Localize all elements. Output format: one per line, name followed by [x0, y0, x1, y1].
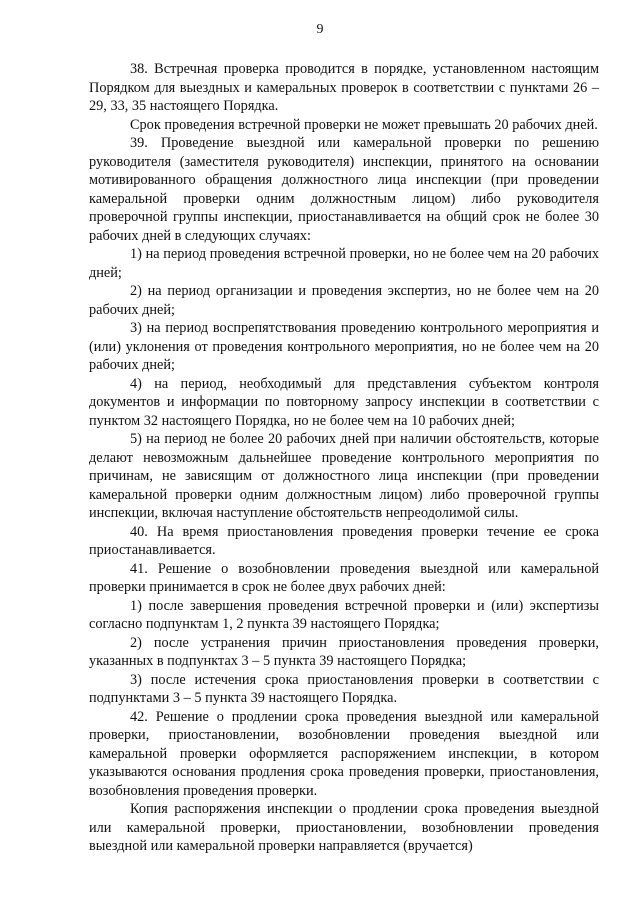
paragraph-39-item-3: 3) на период воспрепятствования проведению контрольного мероприятия и (или) уклонения от проведения контрольного мероприятия, но не более чем на 20 рабочих дней;	[89, 320, 599, 373]
paragraph-41-item-2: 2) после устранения причин приостановления проведения проверки, указанных в подпунктах 3 – 5 пункта 39 настоящего Порядка;	[89, 634, 599, 669]
page-number: 9	[316, 22, 324, 37]
paragraph-39-item-4: 4) на период, необходимый для представления субъектом контроля документов и информации по повторному запросу инспекции в соответствии с пунктом 32 настоящего Порядка, но не более чем на 10 рабочих дней;	[89, 375, 599, 429]
paragraph-38: 38. Встречная проверка проводится в порядке, установленном настоящим Порядком для выездных и камеральных проверок в соответствии с пунктами 26 – 29, 33, 35 настоящего Порядка.	[89, 61, 599, 114]
paragraph-39-item-5: 5) на период не более 20 рабочих дней при наличии обстоятельств, которые делают невозможным дальнейшее проведение контрольного мероприятия по причинам, не зависящим от должностного лица инспекции (при проведении камеральной проверки одним должностным лицом) либо проверочной группы инспекции, включая наступление обстоятельств непреодолимой силы.	[89, 431, 599, 521]
paragraph-39-item-2: 2) на период организации и проведения экспертиз, но не более чем на 20 рабочих дней;	[89, 283, 599, 318]
paragraph-42-copy: Копия распоряжения инспекции о продлении срока проведения выездной или камеральной проверки, приостановлении, возобновлении проведения выездной или камеральной проверки направляется (вручается)	[89, 801, 599, 854]
paragraph-39-item-1: 1) на период проведения встречной проверки, но не более чем на 20 рабочих дней;	[89, 246, 599, 281]
paragraph-40: 40. На время приостановления проведения проверки течение ее срока приостанавливается.	[89, 523, 599, 558]
paragraph-39: 39. Проведение выездной или камеральной проверки по решению руководителя (заместителя руководителя) инспекции, принятого на основании мотивированного обращения должностного лица инспекции (при проведении камеральной проверки одним должностным лицом) либо руководителя проверочной группы инспекции, приостанавливается на общий срок не более 30 рабочих дней в следующих случаях:	[89, 135, 599, 244]
paragraph-41-item-3: 3) после истечения срока приостановления проверки в соответствии с подпунктами 3 – 5 пункта 39 настоящего Порядка.	[89, 671, 599, 706]
paragraph-41: 41. Решение о возобновлении проведения выездной или камеральной проверки принимается в срок не более двух рабочих дней:	[89, 560, 599, 595]
paragraph-38-deadline: Срок проведения встречной проверки не может превышать 20 рабочих дней.	[130, 116, 598, 133]
paragraph-42: 42. Решение о продлении срока проведения выездной или камеральной проверки, приостановлении, возобновлении проведения выездной или камеральной проверки оформляется распоряжением инспекции, в котором указываются основания продления срока проведения проверки, приостановления, возобновления проведения проверки.	[89, 708, 599, 799]
paragraph-41-item-1: 1) после завершения проведения встречной проверки и (или) экспертизы согласно подпунктам 1, 2 пункта 39 настоящего Порядка;	[89, 597, 599, 632]
document-body	[89, 60, 599, 856]
